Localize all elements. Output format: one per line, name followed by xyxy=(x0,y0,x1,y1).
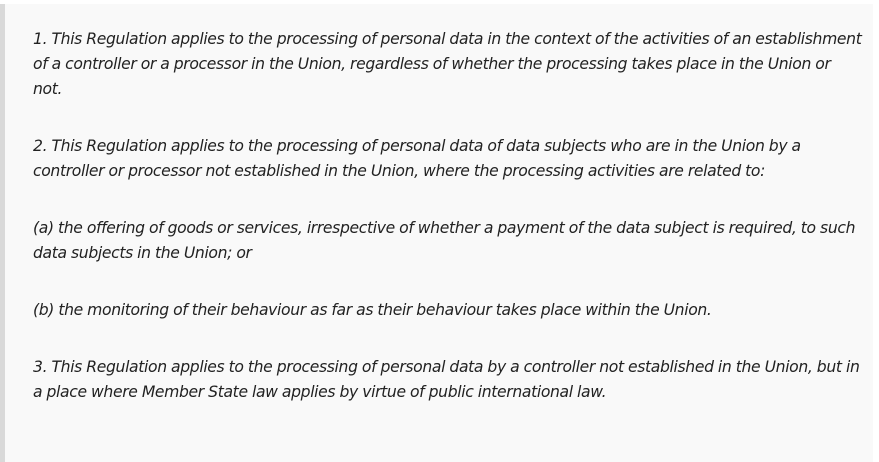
paragraph-3: 3. This Regulation applies to the processing of personal data by a controller not established in the Union, but in a place where Member State law applies by virtue of public international law. xyxy=(33,358,860,401)
paragraph-1: 1. This Regulation applies to the processing of personal data in the context of the activities of an establishment of a controller or a processor in the Union, regardless of whether the processing takes place in the Union or not. xyxy=(33,30,862,98)
blockquote xyxy=(0,4,873,462)
paragraph-2: 2. This Regulation applies to the processing of personal data of data subjects who are in the Union by a controller or processor not established in the Union, where the processing activities are related to: xyxy=(33,137,801,180)
paragraph-2a: (a) the offering of goods or services, irrespective of whether a payment of the data subject is required, to such data subjects in the Union; or xyxy=(33,219,856,262)
article-text xyxy=(33,27,863,437)
paragraph-2b: (b) the monitoring of their behaviour as far as their behaviour takes place within the Union. xyxy=(33,301,712,319)
